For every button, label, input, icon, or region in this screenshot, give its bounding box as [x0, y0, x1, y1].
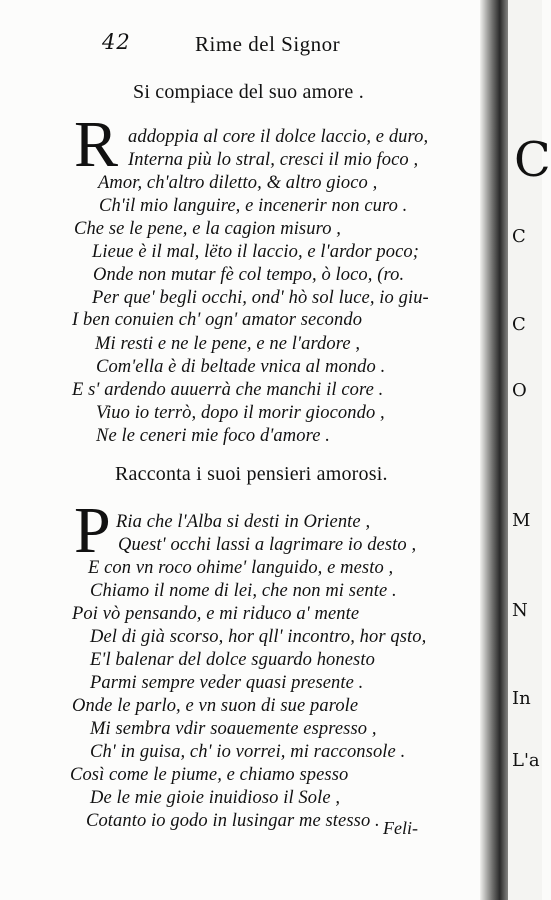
verse-line: Amor, ch'altro diletto, & altro gioco ,	[98, 173, 378, 193]
verse-line: E'l balenar del dolce sguardo honesto	[90, 650, 375, 670]
catchword: Feli-	[383, 818, 418, 838]
facing-page-edge	[508, 0, 551, 900]
facing-fragment: C	[512, 314, 526, 335]
facing-fragment: L'a	[512, 750, 540, 771]
verse-line: Ch' in guisa, ch' io vorrei, mi racconsole .	[90, 742, 406, 762]
facing-fragment: N	[512, 600, 528, 621]
verse-line: Mi resti e ne le pene, e ne l'ardore ,	[95, 334, 361, 354]
drop-cap: P	[74, 494, 111, 567]
verse-line: Per que' begli occhi, ond' hò sol luce, io giu-	[92, 288, 429, 308]
facing-fragment: C	[514, 132, 551, 188]
verse-line: E s' ardendo auuerrà che manchi il core .	[72, 380, 384, 400]
poem-title: Racconta i suoi pensieri amorosi.	[115, 463, 388, 485]
facing-fragment: M	[512, 510, 531, 531]
verse-line: Onde non mutar fè col tempo, ò loco, (ro.	[93, 265, 405, 285]
verse-line: Quest' occhi lassi a lagrimare io desto ,	[118, 535, 417, 555]
verse-line: Interna più lo stral, cresci il mio foco ,	[128, 150, 419, 170]
verse-line: Che se le pene, e la cagion misuro ,	[74, 219, 341, 239]
page-number: 42	[102, 30, 131, 54]
running-title: Rime del Signor	[195, 32, 341, 56]
verse-line: Com'ella è di beltade vnica al mondo .	[96, 357, 386, 377]
verse-line: Viuo io terrò, dopo il morir giocondo ,	[96, 403, 385, 423]
verse-line: Onde le parlo, e vn suon di sue parole	[72, 696, 359, 716]
verse-line: addoppia al core il dolce laccio, e duro,	[128, 127, 429, 147]
verse-line: Mi sembra vdir soauemente espresso ,	[90, 719, 377, 739]
verse-line: Poi vò pensando, e mi riduco a' mente	[72, 604, 360, 624]
verse-line: De le mie gioie inuidioso il Sole ,	[90, 788, 341, 808]
poem-title: Si compiace del suo amore .	[133, 81, 364, 103]
verse-line: Chiamo il nome di lei, che non mi sente .	[90, 581, 397, 601]
verse-line: Così come le piume, e chiamo spesso	[70, 765, 349, 785]
page-header	[0, 18, 490, 68]
verse-line: Del di già scorso, hor qll' incontro, hor qsto,	[90, 627, 427, 647]
facing-fragment: O	[512, 380, 527, 401]
facing-fragment: C	[512, 226, 526, 247]
verse-line: I ben conuien ch' ogn' amator secondo	[72, 310, 363, 330]
facing-fragment: In	[512, 688, 531, 709]
verse-line: E con vn roco ohime' languido, e mesto ,	[88, 558, 394, 578]
verse-line: Lieue è il mal, lëto il laccio, e l'ardor poco;	[92, 242, 420, 262]
verse-line: Cotanto io godo in lusingar me stesso .	[86, 811, 380, 831]
verse-line: Ne le ceneri mie foco d'amore .	[96, 426, 330, 446]
verse-line: Ch'il mio languire, e incenerir non curo .	[99, 196, 408, 216]
drop-cap: R	[74, 108, 119, 181]
verse-line: Ria che l'Alba si desti in Oriente ,	[116, 512, 371, 532]
verse-line: Parmi sempre veder quasi presente .	[90, 673, 364, 693]
